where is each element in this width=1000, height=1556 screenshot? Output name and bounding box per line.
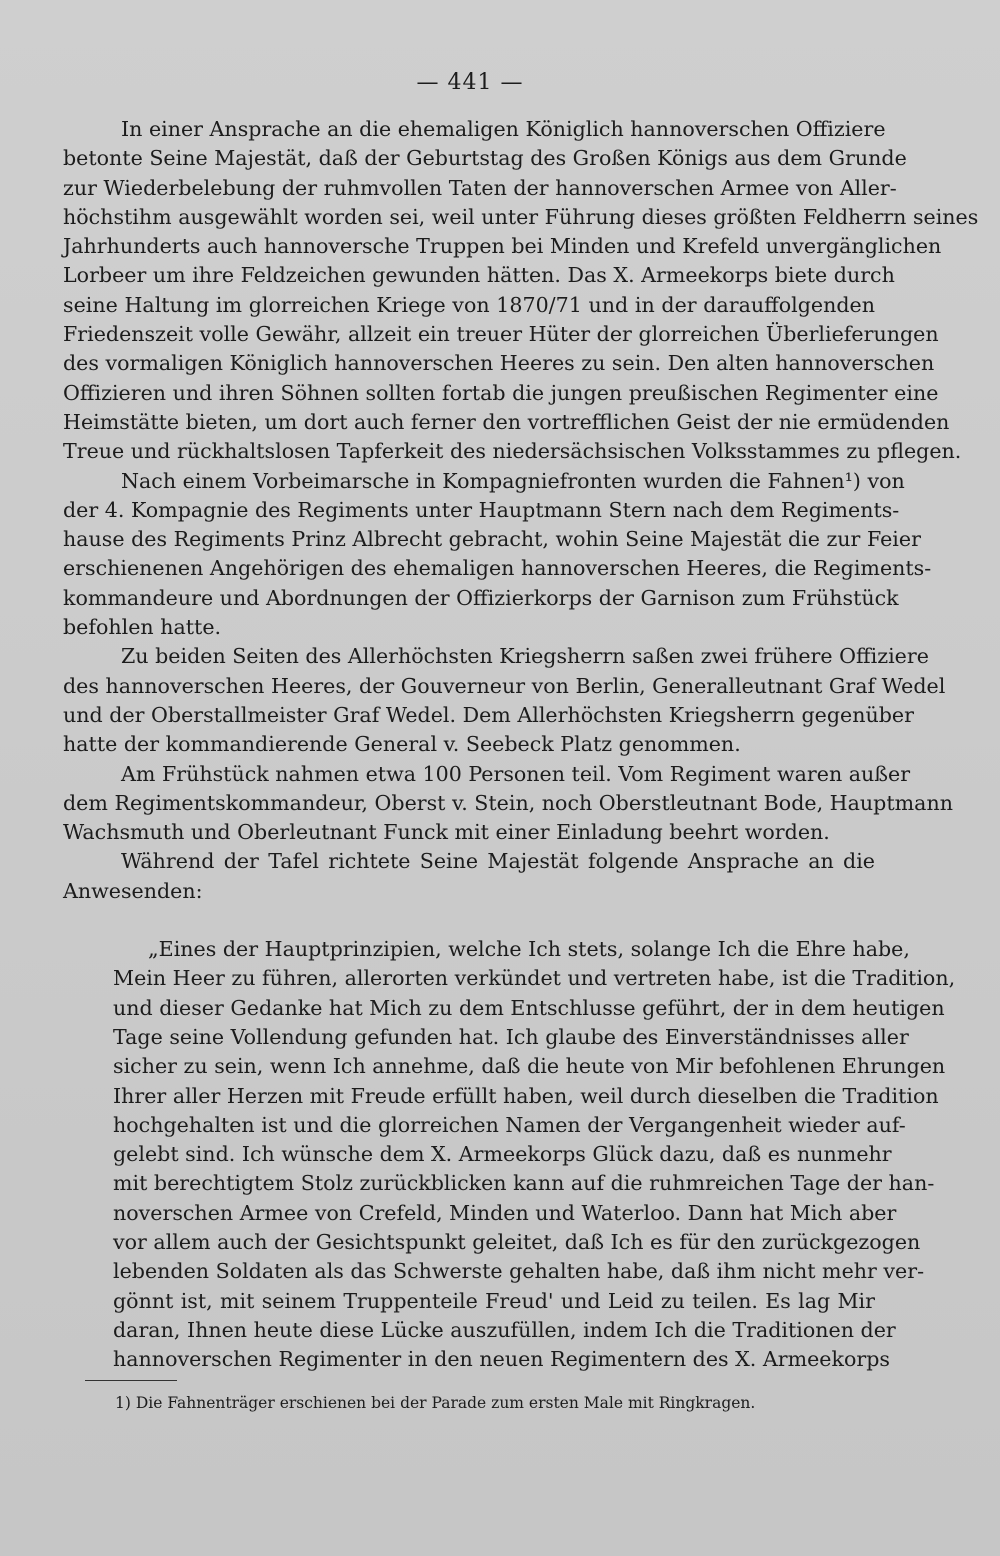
text-line: Während der Tafel richtete Seine Majestät folgende Ansprache an die [121,849,875,874]
text-line: erschienenen Angehörigen des ehemaligen hannoverschen Heeres, die Regiments- [63,556,932,581]
quote-line: vor allem auch der Gesichtspunkt geleitet, daß Ich es für den zurückgezogen [113,1229,921,1254]
paragraph-2 [63,467,932,643]
quote-line: daran, Ihnen heute diese Lücke auszufüllen, indem Ich die Traditionen der [113,1317,896,1342]
quote-line: Tage seine Vollendung gefunden hat. Ich glaube des Einverständnisses aller [113,1024,909,1049]
quote-line: hannoverschen Regimenter in den neuen Regimentern des X. Armeekorps [113,1347,890,1372]
quote-line: lebenden Soldaten als das Schwerste gehalten habe, daß ihm nicht mehr ver- [113,1259,925,1284]
footnote: 1) Die Fahnenträger erschienen bei der Parade zum ersten Male mit Ringkragen. [115,1394,756,1412]
text-line: Anwesenden: [63,878,203,903]
quote-line: und dieser Gedanke hat Mich zu dem Entschlusse geführt, der in dem heutigen [113,995,945,1020]
text-line: kommandeure und Abordnungen der Offizierkorps der Garnison zum Frühstück [63,585,899,610]
text-line: des hannoverschen Heeres, der Gouverneur von Berlin, Generalleutnant Graf Wedel [63,673,946,698]
footnote-divider [85,1380,177,1381]
text-line: des vormaligen Königlich hannoverschen Heeres zu sein. Den alten hannoverschen [63,351,935,376]
quote-line: „Eines der Hauptprinzipien, welche Ich stets, solange Ich die Ehre habe, [148,937,910,962]
text-line: Zu beiden Seiten des Allerhöchsten Kriegsherrn saßen zwei frühere Offiziere [121,644,929,669]
quote-line: noverschen Armee von Crefeld, Minden und Waterloo. Dann hat Mich aber [113,1200,897,1225]
text-line: Offizieren und ihren Söhnen sollten fortab die jungen preußischen Regimenter eine [63,380,939,405]
text-line: und der Oberstallmeister Graf Wedel. Dem Allerhöchsten Kriegsherrn gegenüber [63,702,914,727]
text-line: höchstihm ausgewählt worden sei, weil unter Führung dieses größten Feldherrn seines [63,204,979,229]
paragraph-1 [63,115,979,467]
quote-line: mit berechtigtem Stolz zurückblicken kann auf die ruhmreichen Tage der han- [113,1171,935,1196]
text-line: zur Wiederbelebung der ruhmvollen Taten der hannoverschen Armee von Aller- [63,175,897,200]
text-line: Am Frühstück nahmen etwa 100 Personen teil. Vom Regiment waren außer [121,761,911,786]
quote-line: Ihrer aller Herzen mit Freude erfüllt haben, weil durch dieselben die Tradition [113,1083,939,1108]
text-line: Nach einem Vorbeimarsche in Kompagniefronten wurden die Fahnen¹) von [121,468,905,493]
text-line: hause des Regiments Prinz Albrecht gebracht, wohin Seine Majestät die zur Feier [63,527,921,552]
text-line: Treue und rückhaltslosen Tapferkeit des niedersächsischen Volksstammes zu pflegen. [63,439,962,464]
text-line: seine Haltung im glorreichen Kriege von 1870/71 und in der darauffolgenden [63,292,875,317]
text-line: betonte Seine Majestät, daß der Geburtstag des Großen Königs aus dem Grunde [63,146,907,171]
paragraph-4 [63,760,953,848]
quote-line: sicher zu sein, wenn Ich annehme, daß die heute von Mir befohlenen Ehrungen [113,1054,946,1079]
quote-line: gönnt ist, mit seinem Truppenteile Freud' und Leid zu teilen. Es lag Mir [113,1288,875,1313]
text-line: dem Regimentskommandeur, Oberst v. Stein, noch Oberstleutnant Bode, Hauptmann [63,790,953,815]
text-line: Jahrhunderts auch hannoversche Truppen bei Minden und Krefeld unvergänglichen [63,234,942,259]
text-line: hatte der kommandierende General v. Seebeck Platz genommen. [63,732,741,757]
paragraph-5 [63,847,875,906]
text-line: Heimstätte bieten, um dort auch ferner den vortrefflichen Geist der nie ermüdenden [63,409,950,434]
paragraph-3 [63,642,946,759]
text-line: der 4. Kompagnie des Regiments unter Hauptmann Stern nach dem Regiments- [63,497,900,522]
text-line: befohlen hatte. [63,615,222,640]
quote-line: Mein Heer zu führen, allerorten verkündet und vertreten habe, ist die Tradition, [113,966,956,991]
speech-quote [63,935,956,1374]
main-text [63,115,979,1374]
text-line: In einer Ansprache an die ehemaligen Königlich hannoverschen Offiziere [121,117,886,141]
quote-line: hochgehalten ist und die glorreichen Namen der Vergangenheit wieder auf- [113,1112,906,1137]
text-line: Friedenszeit volle Gewähr, allzeit ein treuer Hüter der glorreichen Überlieferungen [63,322,939,347]
text-line: Wachsmuth und Oberleutnant Funck mit einer Einladung beehrt worden. [63,820,830,845]
spacer [63,906,875,935]
quote-line: gelebt sind. Ich wünsche dem X. Armeekorps Glück dazu, daß es nunmehr [113,1142,892,1167]
text-line: Lorbeer um ihre Feldzeichen gewunden hätten. Das X. Armeekorps biete durch [63,263,895,288]
page-number: — 441 — [416,70,524,95]
